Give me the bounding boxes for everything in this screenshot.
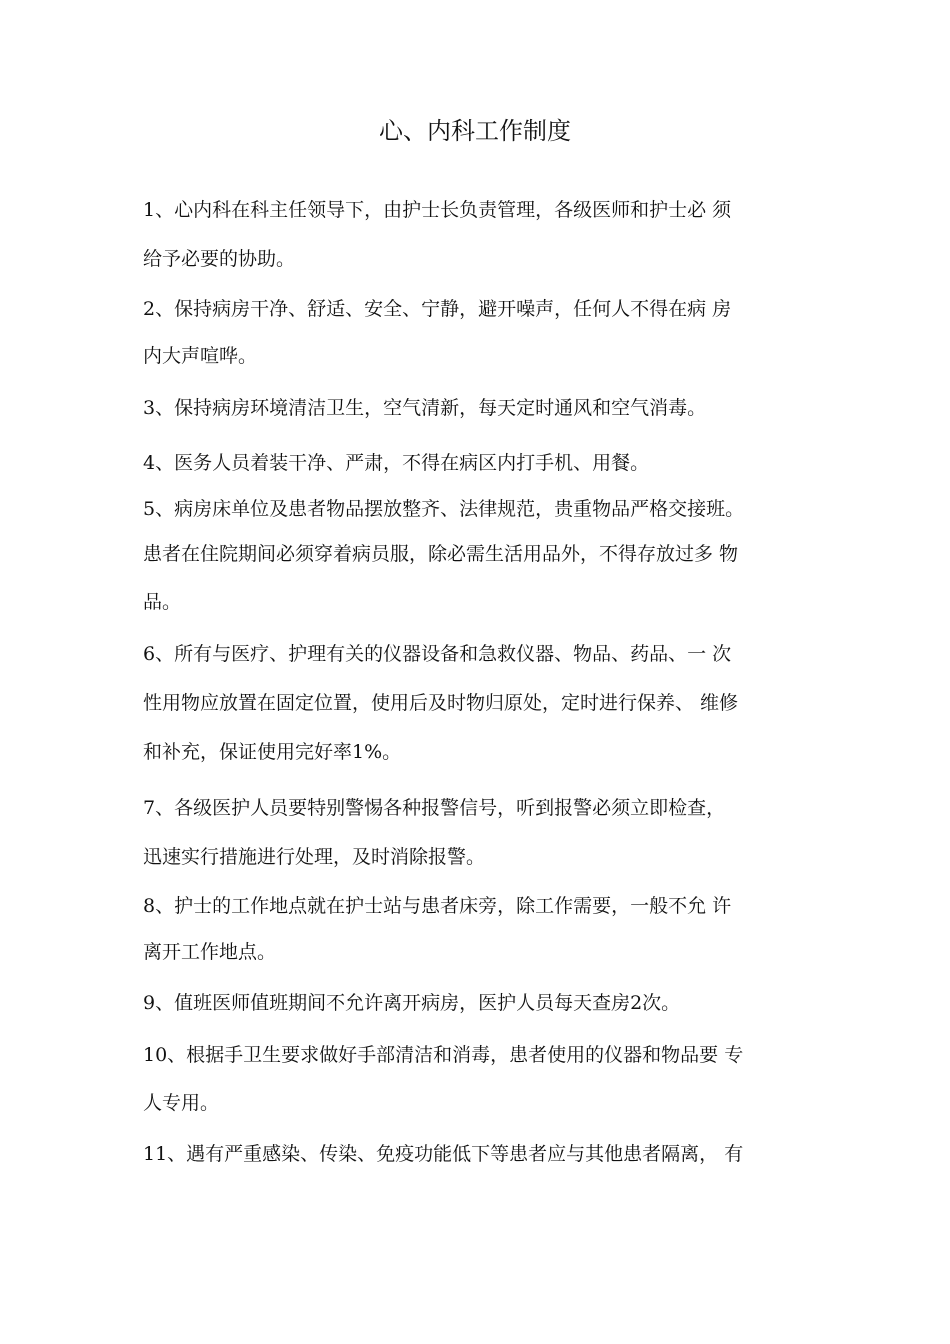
text-line: 11、遇有严重感染、传染、免疫功能低下等患者应与其他患者隔离， 有	[143, 1143, 744, 1165]
text-line: 给予必要的协助。	[143, 248, 296, 270]
text-line: 品。	[143, 591, 182, 613]
text-line: 和补充，保证使用完好率1%。	[143, 741, 402, 763]
text-line: 10、根据手卫生要求做好手部清洁和消毒，患者使用的仪器和物品要 专	[143, 1044, 744, 1066]
text-line: 7、各级医护人员要特别警惕各种报警信号，听到报警必须立即检查，	[143, 797, 726, 819]
text-line: 9、值班医师值班期间不允许离开病房，医护人员每天查房2次。	[143, 992, 681, 1014]
text-line: 患者在住院期间必须穿着病员服，除必需生活用品外，不得存放过多 物	[143, 543, 739, 565]
text-line: 内大声喧哗。	[143, 345, 258, 367]
text-line: 3、保持病房环境清洁卫生，空气清新，每天定时通风和空气消毒。	[143, 397, 707, 419]
text-line: 8、护士的工作地点就在护士站与患者床旁，除工作需要，一般不允 许	[143, 895, 732, 917]
text-line: 2、保持病房干净、舒适、安全、宁静，避开噪声，任何人不得在病 房	[143, 298, 732, 320]
text-line: 4、医务人员着装干净、严肃，不得在病区内打手机、用餐。	[143, 452, 650, 474]
text-line: 性用物应放置在固定位置，使用后及时物归原处，定时进行保养、 维修	[143, 692, 739, 714]
text-line: 迅速实行措施进行处理，及时消除报警。	[143, 846, 486, 868]
text-line: 6、所有与医疗、护理有关的仪器设备和急救仪器、物品、药品、一 次	[143, 643, 732, 665]
text-line: 1、心内科在科主任领导下，由护士长负责管理，各级医师和护士必 须	[143, 199, 732, 221]
text-line: 离开工作地点。	[143, 941, 277, 963]
text-line: 5、病房床单位及患者物品摆放整齐、法律规范，贵重物品严格交接班。	[143, 498, 745, 520]
text-line: 人专用。	[143, 1092, 220, 1114]
document-title: 心、内科工作制度	[379, 117, 571, 145]
